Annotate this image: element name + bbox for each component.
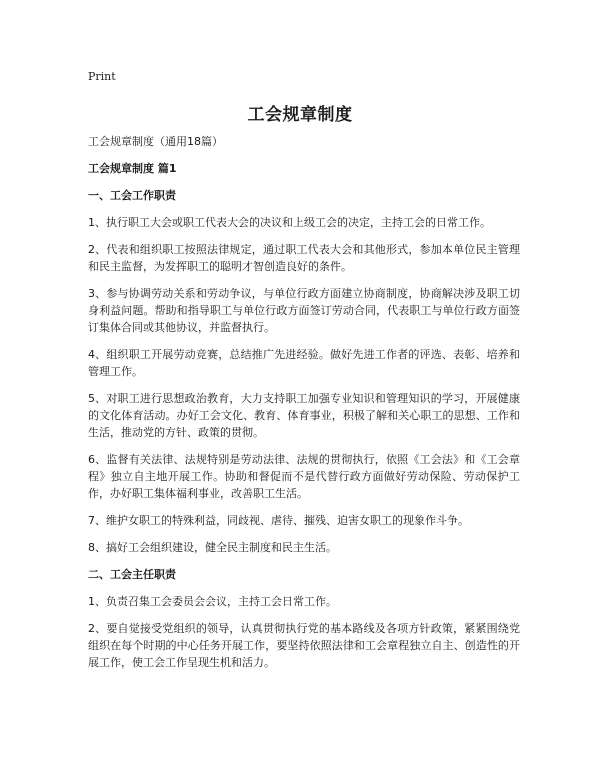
chair-duty-item-1: 1、负责召集工会委员会会议，主持工会日常工作。 <box>88 595 337 608</box>
document-subtitle: 工会规章制度（通用18篇） <box>88 135 223 148</box>
duty-item-5: 5、对职工进行思想政治教育，大力支持职工加强专业知识和管理知识的学习，开展健康的文化体育活动。办好工会文化、教育、体育事业，积极了解和关心职工的思想、工作和生活，推动党的方针、政策的贯彻。 <box>88 392 520 439</box>
duty-item-8: 8、搞好工会组织建设，健全民主制度和民主生活。 <box>88 541 337 554</box>
duty-item-7: 7、维护女职工的特殊利益，同歧视、虐待、摧残、迫害女职工的现象作斗争。 <box>88 514 469 527</box>
duty-item-3: 3、参与协调劳动关系和劳动争议，与单位行政方面建立协商制度，协商解决涉及职工切身利益问题。帮助和指导职工与单位行政方面签订劳动合同，代表职工与单位行政方面签订集体合同或其他协议，并监督执行。 <box>88 287 520 334</box>
duty-item-1: 1、执行职工大会或职工代表大会的决议和上级工会的决定，主持工会的日常工作。 <box>88 216 491 229</box>
section-heading-duties: 一、工会工作职责 <box>88 189 176 202</box>
print-label: Print <box>88 70 116 83</box>
chair-duty-item-2: 2、要自觉接受党组织的领导，认真贯彻执行党的基本路线及各项方针政策，紧紧围绕党组织在每个时期的中心任务开展工作，要坚持依照法律和工会章程独立自主、创造性的开展工作，使工会工作呈现生机和活力。 <box>88 622 520 669</box>
page-title: 工会规章制度 <box>247 105 353 125</box>
duty-item-2: 2、代表和组织职工按照法律规定，通过职工代表大会和其他形式，参加本单位民主管理和民主监督，为发挥职工的聪明才智创造良好的条件。 <box>88 243 520 273</box>
duty-item-4: 4、组织职工开展劳动竞赛，总结推广先进经验。做好先进工作者的评选、表彰、培养和管理工作。 <box>88 348 520 378</box>
part-heading: 工会规章制度 篇1 <box>88 162 177 175</box>
document-body <box>88 133 520 681</box>
duty-item-6: 6、监督有关法律、法规特别是劳动法律、法规的贯彻执行，依照《工会法》和《工会章程》独立自主地开展工作。协助和督促而不是代替行政方面做好劳动保险、劳动保护工作，办好职工集体福利事业，改善职工生活。 <box>88 453 520 500</box>
section-heading-chair-duties: 二、工会主任职责 <box>88 568 176 581</box>
